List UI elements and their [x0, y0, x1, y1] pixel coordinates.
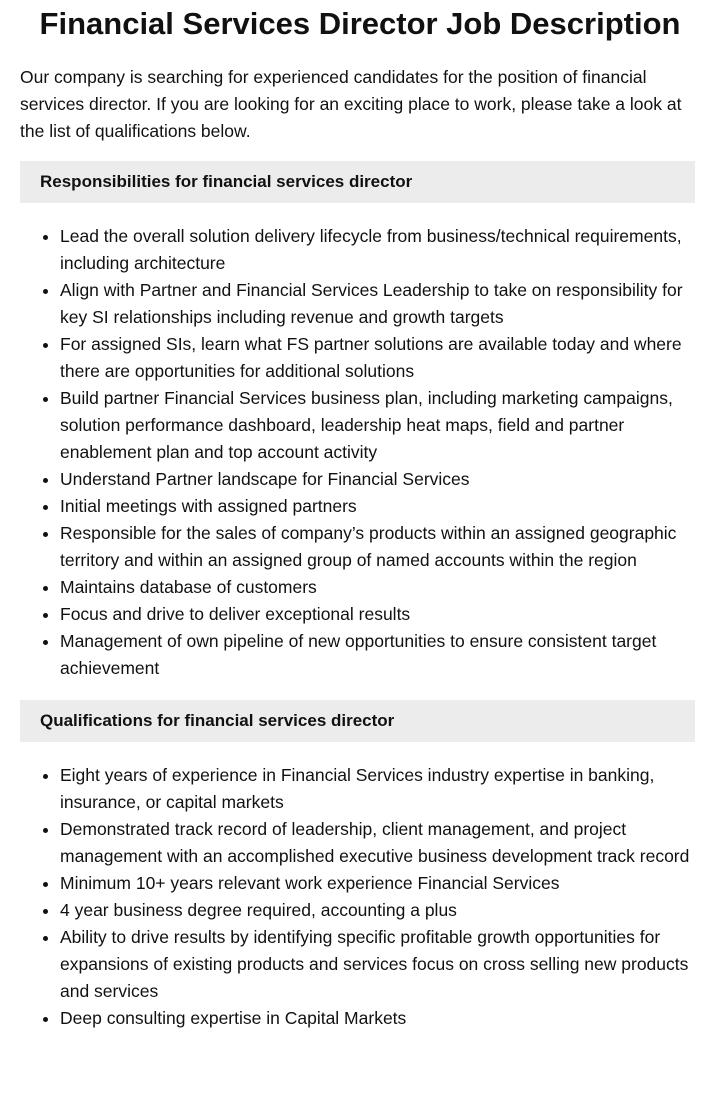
list-item: • Maintains database of customers: [60, 574, 695, 601]
list-item: • Align with Partner and Financial Services Leadership to take on responsibility for key SI relationships including revenue and growth targets: [60, 277, 695, 331]
section-list: [20, 223, 695, 682]
list-item: • Initial meetings with assigned partners: [60, 493, 695, 520]
list-item: • 4 year business degree required, accounting a plus: [60, 897, 695, 924]
section-heading: Qualifications for financial services director: [20, 700, 695, 742]
list-item: • Focus and drive to deliver exceptional results: [60, 601, 695, 628]
list-item: • Responsible for the sales of company’s products within an assigned geographic territory and within an assigned group of named accounts within the region: [60, 520, 695, 574]
list-item: • Eight years of experience in Financial Services industry expertise in banking, insurance, or capital markets: [60, 762, 695, 816]
list-item: • For assigned SIs, learn what FS partner solutions are available today and where there are opportunities for additional solutions: [60, 331, 695, 385]
list-item: • Lead the overall solution delivery lifecycle from business/technical requirements, including architecture: [60, 223, 695, 277]
list-item: • Management of own pipeline of new opportunities to ensure consistent target achievement: [60, 628, 695, 682]
list-item: • Understand Partner landscape for Financial Services: [60, 466, 695, 493]
section-heading: Responsibilities for financial services director: [20, 161, 695, 203]
intro-paragraph: Our company is searching for experienced candidates for the position of financial services director. If you are looking for an exciting place to work, please take a look at the list of qualifications below.: [20, 67, 682, 141]
page-title: Financial Services Director Job Description: [39, 6, 681, 41]
section-list: [20, 762, 695, 1032]
list-item: • Minimum 10+ years relevant work experience Financial Services: [60, 870, 695, 897]
list-item: • Demonstrated track record of leadership, client management, and project management with an accomplished executive business development track record: [60, 816, 695, 870]
list-item: • Build partner Financial Services business plan, including marketing campaigns, solution performance dashboard, leadership heat maps, field and partner enablement plan and top account activity: [60, 385, 695, 466]
list-item: • Ability to drive results by identifying specific profitable growth opportunities for expansions of existing products and services focus on cross selling new products and services: [60, 924, 695, 1005]
list-item: • Deep consulting expertise in Capital Markets: [60, 1005, 695, 1032]
